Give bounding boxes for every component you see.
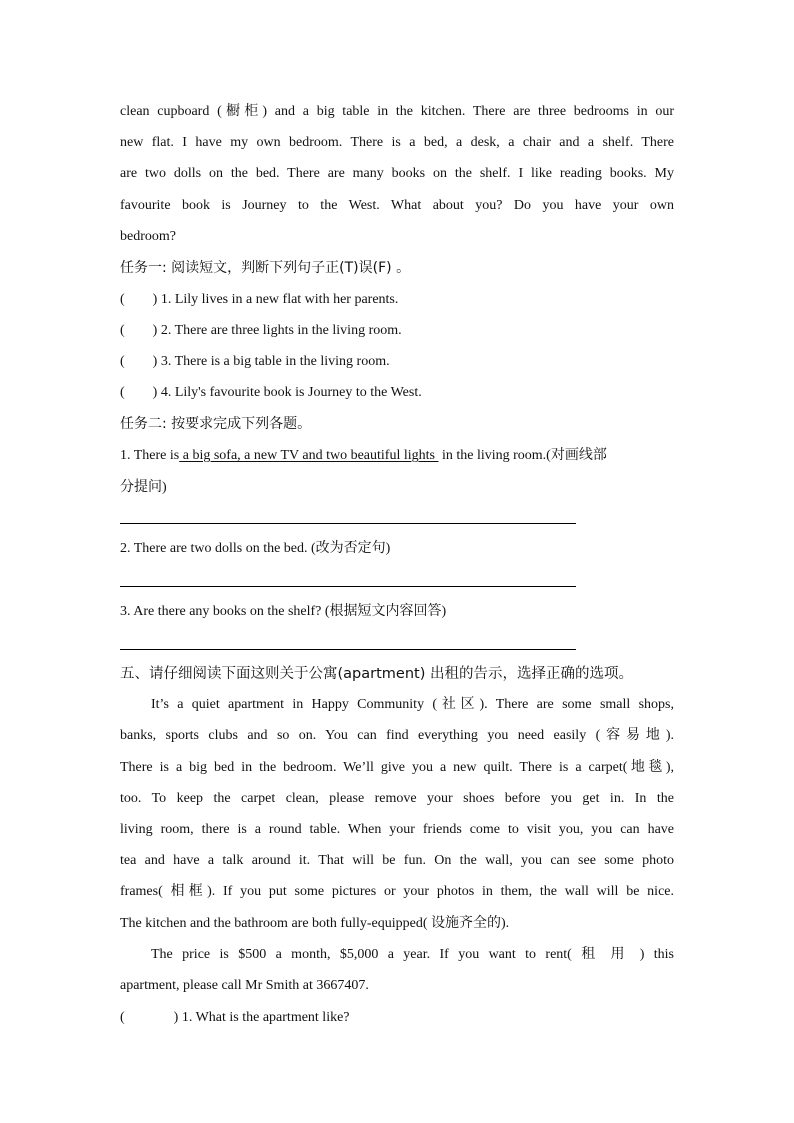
answer-line-2[interactable]	[120, 586, 576, 587]
tf-item-4	[120, 383, 674, 403]
notice-line: tea and have a talk around it. That will be fun. On the wall, you can see some photo	[120, 853, 674, 868]
mc-question-text: 1. What is the apartment like?	[181, 1010, 350, 1025]
mc-question-1	[120, 1008, 674, 1028]
tf-item-text: 2. There are three lights in the living room.	[160, 323, 402, 338]
answer-paren[interactable]: ( )	[120, 354, 158, 369]
q1-prefix: 1. There is	[120, 448, 180, 463]
passage-line: bedroom?	[120, 229, 176, 244]
q1-suffix: in the living room.(对画线部	[438, 448, 607, 463]
notice-line: The price is $500 a month, $5,000 a year. If you want to rent( 租 用 ) this	[151, 947, 674, 962]
section5-title: 五、请仔细阅读下面这则关于公寓(apartment) 出租的告示，选择正确的选项。	[120, 666, 633, 682]
notice-line: too. To keep the carpet clean, please remove your shoes before you get in. In the	[120, 791, 674, 806]
passage-line: are two dolls on the bed. There are many books on the shelf. I like reading books. My	[120, 166, 674, 181]
notice-line: There is a big bed in the bedroom. We’ll give you a new quilt. There is a carpet(地毯),	[120, 760, 674, 775]
answer-line-3[interactable]	[120, 649, 576, 650]
notice-line: living room, there is a round table. When your friends come to visit you, you can have	[120, 822, 674, 837]
tf-item-1	[120, 290, 674, 310]
task2-title: 任务二: 按要求完成下列各题。	[120, 416, 312, 432]
task2-q2: 2. There are two dolls on the bed. (改为否定句)	[120, 541, 391, 556]
task1-title: 任务一: 阅读短文，判断下列句子正(T)误(F) 。	[120, 260, 411, 276]
notice-line: frames( 相框). If you put some pictures or your photos in them, the wall will be nice.	[120, 884, 674, 899]
tf-item-3	[120, 352, 674, 372]
tf-item-2	[120, 321, 674, 341]
passage-line: new flat. I have my own bedroom. There is a bed, a desk, a chair and a shelf. There	[120, 135, 674, 150]
answer-line-1[interactable]	[120, 523, 576, 524]
q1-underlined: a big sofa, a new TV and two beautiful lights	[179, 448, 439, 463]
task2-q1-cont: 分提问)	[120, 480, 167, 495]
answer-paren[interactable]: ( )	[120, 385, 158, 400]
notice-line: apartment, please call Mr Smith at 3667407.	[120, 978, 369, 993]
passage-line: favourite book is Journey to the West. What about you? Do you have your own	[120, 198, 674, 213]
passage-line: clean cupboard (橱柜) and a big table in the kitchen. There are three bedrooms in our	[120, 104, 674, 119]
notice-line: banks, sports clubs and so on. You can find everything you need easily (容易地).	[120, 728, 674, 743]
task2-q3: 3. Are there any books on the shelf? (根据短文内容回答)	[120, 604, 447, 619]
answer-paren[interactable]: ( )	[120, 292, 158, 307]
answer-paren[interactable]: ( )	[120, 1010, 179, 1025]
answer-paren[interactable]: ( )	[120, 323, 158, 338]
notice-line: It’s a quiet apartment in Happy Community (社区). There are some small shops,	[151, 697, 674, 712]
tf-item-text: 3. There is a big table in the living room.	[160, 354, 390, 369]
tf-item-text: 4. Lily's favourite book is Journey to the West.	[160, 385, 422, 400]
notice-line: The kitchen and the bathroom are both fully-equipped( 设施齐全的).	[120, 916, 510, 931]
task2-q1	[120, 446, 674, 466]
tf-item-text: 1. Lily lives in a new flat with her parents.	[160, 292, 399, 307]
